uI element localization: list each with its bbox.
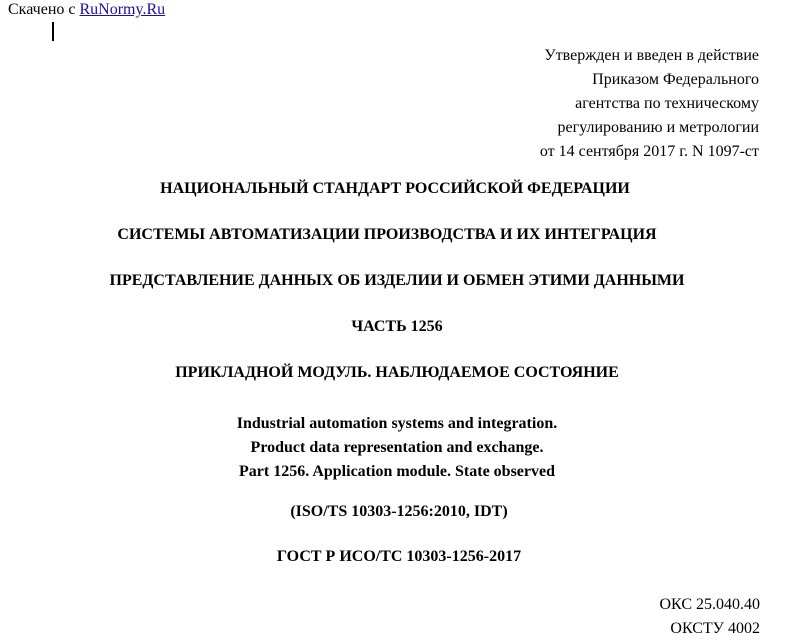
runormy-link[interactable]: RuNormy.Ru	[79, 1, 166, 18]
part-number: ЧАСТЬ 1256	[351, 318, 443, 335]
source-note	[8, 0, 165, 20]
approval-line: регулированию и метрологии	[557, 119, 759, 136]
oks-code: ОКС 25.040.40	[659, 596, 760, 613]
english-title-line: Part 1256. Application module. State observed	[239, 463, 555, 480]
source-prefix: Скачено с	[8, 1, 80, 18]
iso-reference: (ISO/TS 10303-1256:2010, IDT)	[290, 503, 508, 520]
subtitle: ПРЕДСТАВЛЕНИЕ ДАННЫХ ОБ ИЗДЕЛИИ И ОБМЕН ЭТИМИ ДАННЫМИ	[109, 272, 685, 289]
english-title-line: Product data representation and exchange.	[250, 439, 544, 456]
series-title: СИСТЕМЫ АВТОМАТИЗАЦИИ ПРОИЗВОДСТВА И ИХ ИНТЕГРАЦИЯ	[117, 226, 657, 243]
approval-block	[540, 44, 759, 164]
approval-line: агентства по техническому	[575, 95, 759, 112]
approval-line: Утвержден и введен в действие	[544, 47, 759, 64]
classifier-codes	[660, 593, 761, 641]
approval-line: от 14 сентября 2017 г. N 1097-ст	[539, 143, 759, 160]
okstu-code: ОКСТУ 4002	[670, 620, 760, 637]
module-title: ПРИКЛАДНОЙ МОДУЛЬ. НАБЛЮДАЕМОЕ СОСТОЯНИЕ	[175, 364, 619, 381]
approval-line: Приказом Федерального	[592, 71, 759, 88]
text-cursor	[52, 22, 54, 41]
gost-designation: ГОСТ Р ИСО/ТС 10303-1256-2017	[276, 548, 522, 565]
standard-type-heading: НАЦИОНАЛЬНЫЙ СТАНДАРТ РОССИЙСКОЙ ФЕДЕРАЦИИ	[160, 180, 630, 197]
english-title-line: Industrial automation systems and integration.	[236, 415, 558, 432]
english-title	[0, 412, 790, 484]
